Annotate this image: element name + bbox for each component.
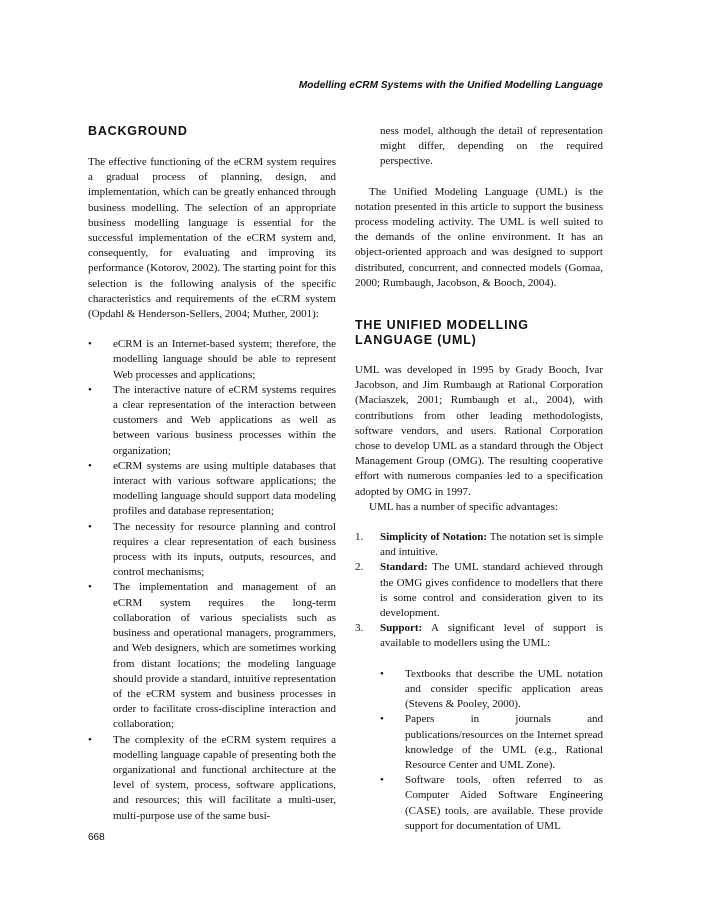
list-item bbox=[380, 667, 603, 713]
list-item-text: The interactive nature of eCRM systems requires a clear representation of the interaction between customers and Web applications as well as between various business processes within the organization; bbox=[113, 383, 336, 457]
uml-section-heading bbox=[355, 318, 603, 348]
list-item-text: Papers in journals and publications/resources on the Internet spread knowledge of the UML (e.g., Rational Resource Center and UML Zone). bbox=[405, 713, 603, 771]
list-item-text: The implementation and management of an eCRM system requires the long-term collaboration of various specialists such as business and operational managers, programmers, and Web designers, which are sometimes working from distant locations; the modeling language should provide a standard, intuitive representation of the eCRM system and business processes in order to facilitate cross-discipline interaction and collaboration; bbox=[113, 581, 336, 731]
item-text: The UML standard achieved through the OMG gives confidence to modellers that there is some control and consideration given to its development. bbox=[380, 561, 603, 620]
requirements-list bbox=[88, 337, 336, 824]
item-text: The notation set is simple and intuitive. bbox=[380, 531, 603, 559]
list-item-text: Software tools, often referred to as Computer Aided Software Engineering (CASE) tools, are available. These provide support for documentation of UML bbox=[405, 774, 603, 832]
uml-advantages-intro: UML has a number of specific advantages: bbox=[369, 500, 558, 513]
list-item bbox=[88, 459, 336, 520]
bullet-icon: • bbox=[88, 581, 92, 594]
item-number: 3. bbox=[355, 622, 364, 635]
list-item-text: The necessity for resource planning and control requires a clear representation of each business process with its inputs, outputs, resources, and control mechanisms; bbox=[113, 520, 336, 579]
heading-line: THE UNIFIED MODELLING bbox=[355, 318, 529, 333]
bullet-icon: • bbox=[380, 774, 384, 787]
support-list bbox=[380, 667, 603, 834]
right-column bbox=[355, 124, 603, 834]
item-number: 2. bbox=[355, 561, 364, 574]
item-title: Support: bbox=[380, 622, 423, 635]
running-head: Modelling eCRM Systems with the Unified Modelling Language bbox=[298, 80, 603, 91]
bullet-icon: • bbox=[380, 667, 384, 680]
list-item bbox=[355, 621, 603, 651]
left-column bbox=[88, 124, 336, 824]
list-item-text: eCRM is an Internet-based system; therefore, the modelling language should be able to represent Web processes and applications; bbox=[113, 338, 336, 381]
list-item bbox=[380, 773, 603, 834]
list-item-text: The complexity of the eCRM system requires a modelling language capable of presenting both the organizational and functional architecture at the level of system, process, software applications, and resources; this will facilitate a multi-user, multi-purpose use of the same busi- bbox=[113, 733, 336, 822]
background-heading: BACKGROUND bbox=[88, 124, 188, 138]
list-item bbox=[88, 337, 336, 383]
background-intro: The effective functioning of the eCRM system requires a gradual process of planning, design, and implementation, which can be greatly enhanced through business modelling. The selection of an appropriate business modelling language is essential for the successful implementation of the eCRM system and, consequently, for evaluating and improving its performance (Kotorov, 2002). The starting point for this selection is the following analysis of the specific characteristics and requirements of the eCRM system (Opdahl & Henderson-Sellers, 2004; Muther, 2001): bbox=[88, 156, 336, 321]
item-number: 1. bbox=[355, 531, 364, 544]
uml-history-paragraph: UML was developed in 1995 by Grady Booch, Ivar Jacobson, and Jim Rumbaugh at Rational Corporation (Maciaszek, 2001; Rumbaugh et al., 2004), with contributions from other leading methodologists, software vendors, and users. Rational Corporation chose to develop UML as a standard through the Object Management Group (OMG). The resulting cooperative effort with numerous companies led to a specification adopted by OMG in 1997. bbox=[355, 364, 603, 498]
advantages-list bbox=[355, 530, 603, 652]
uml-intro-paragraph: The Unified Modeling Language (UML) is the notation presented in this article to support the business process modeling activity. The UML is well suited to the demands of the online environment. It has an object-oriented approach and was designed to support distributed, concurrent, and connected models (Gomaa, 2000; Rumbaugh, Jacobson, & Booch, 2004). bbox=[355, 185, 603, 289]
list-item-text: eCRM systems are using multiple databases that interact with various software applications; the modelling language should support data modeling profiles and database representation; bbox=[113, 459, 336, 518]
item-text: A significant level of support is available to modellers using the UML: bbox=[380, 622, 603, 650]
bullet-icon: • bbox=[88, 383, 92, 396]
list-item bbox=[380, 712, 603, 773]
list-item bbox=[88, 733, 336, 824]
list-item bbox=[88, 520, 336, 581]
list-item bbox=[88, 383, 336, 459]
page-number: 668 bbox=[88, 832, 105, 843]
bullet-icon: • bbox=[88, 338, 92, 351]
bullet-continuation: ness model, although the detail of representation might differ, depending on the required perspective. bbox=[380, 125, 603, 168]
item-title: Simplicity of Notation: bbox=[380, 531, 488, 544]
list-item bbox=[88, 580, 336, 732]
bullet-icon: • bbox=[380, 713, 384, 726]
bullet-icon: • bbox=[88, 520, 92, 533]
item-title: Standard: bbox=[380, 561, 428, 574]
list-item-text: Textbooks that describe the UML notation and consider specific application areas (Stevens & Pooley, 2000). bbox=[405, 667, 603, 711]
bullet-icon: • bbox=[88, 459, 92, 472]
bullet-icon: • bbox=[88, 733, 92, 746]
list-item bbox=[355, 560, 603, 621]
heading-line: LANGUAGE (UML) bbox=[355, 333, 477, 348]
list-item bbox=[355, 530, 603, 560]
